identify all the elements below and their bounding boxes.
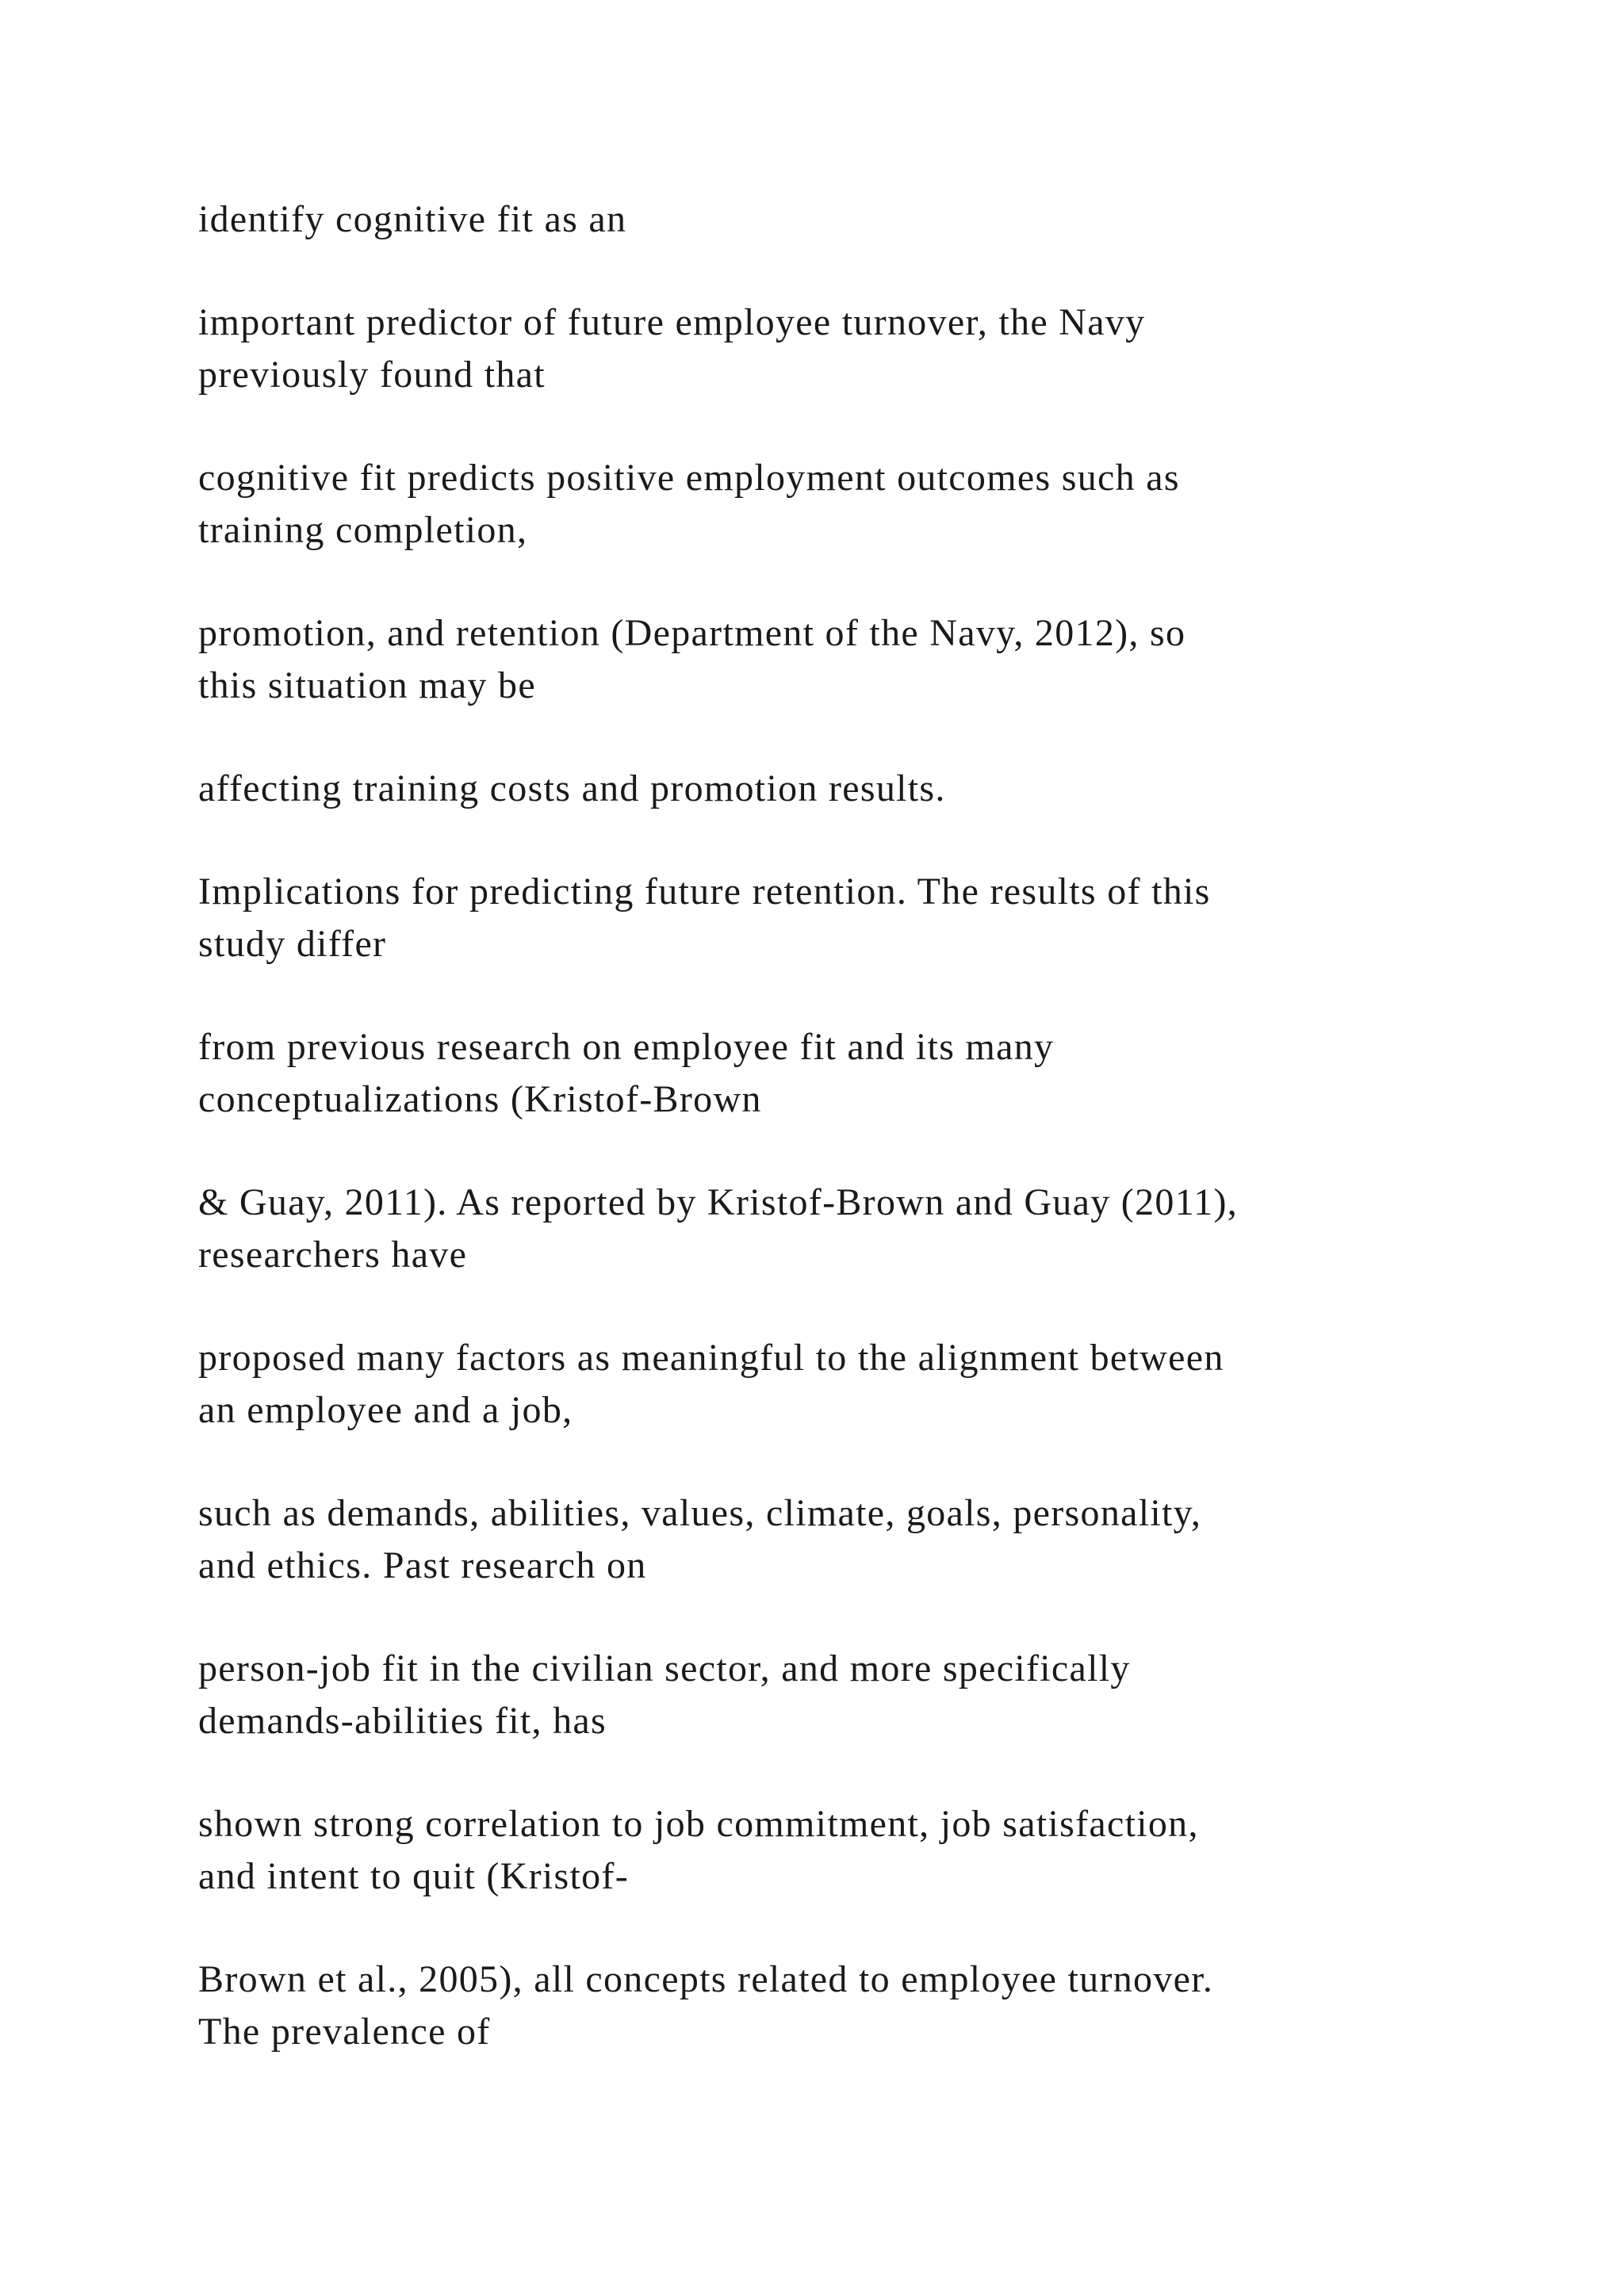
text-line: conceptualizations (Kristof-Brown: [198, 1078, 762, 1120]
text-line: & Guay, 2011). As reported by Kristof-Brown and Guay (2011),: [198, 1181, 1239, 1223]
paragraph-11: [198, 1643, 1483, 1747]
paragraph-8: [198, 1177, 1483, 1281]
paragraph-5: [198, 763, 1483, 815]
paragraph-1: [198, 193, 1483, 246]
paragraph-9: [198, 1332, 1483, 1437]
text-line: affecting training costs and promotion results.: [198, 767, 946, 809]
paragraph-7: [198, 1021, 1483, 1126]
text-line: cognitive fit predicts positive employment outcomes such as: [198, 457, 1180, 499]
text-line: training completion,: [198, 509, 528, 551]
text-line: demands-abilities fit, has: [198, 1700, 607, 1742]
text-line: proposed many factors as meaningful to the alignment between: [198, 1337, 1224, 1379]
paragraph-10: [198, 1487, 1483, 1592]
paragraph-13: [198, 1954, 1483, 2058]
text-line: and ethics. Past research on: [198, 1544, 647, 1586]
text-line: promotion, and retention (Department of the Navy, 2012), so: [198, 612, 1186, 654]
text-line: researchers have: [198, 1234, 468, 1276]
text-line: Brown et al., 2005), all concepts related to employee turnover.: [198, 1958, 1214, 2000]
paragraph-3: [198, 452, 1483, 557]
paragraph-12: [198, 1798, 1483, 1903]
text-line: important predictor of future employee turnover, the Navy: [198, 301, 1146, 343]
text-line: this situation may be: [198, 664, 536, 706]
text-line: from previous research on employee fit and its many: [198, 1026, 1055, 1068]
paragraph-4: [198, 607, 1483, 712]
text-line: an employee and a job,: [198, 1389, 573, 1431]
text-line: previously found that: [198, 354, 546, 396]
text-line: shown strong correlation to job commitment, job satisfaction,: [198, 1803, 1199, 1845]
text-line: person-job fit in the civilian sector, and more specifically: [198, 1647, 1131, 1689]
text-line: and intent to quit (Kristof-: [198, 1855, 629, 1897]
text-line: The prevalence of: [198, 2011, 491, 2053]
text-line: Implications for predicting future retention. The results of this: [198, 871, 1211, 913]
text-line: identify cognitive fit as an: [198, 198, 627, 240]
body-text: [198, 193, 1483, 2109]
text-line: study differ: [198, 923, 387, 965]
paragraph-6: [198, 866, 1483, 970]
text-line: such as demands, abilities, values, climate, goals, personality,: [198, 1492, 1202, 1534]
paragraph-2: [198, 297, 1483, 401]
